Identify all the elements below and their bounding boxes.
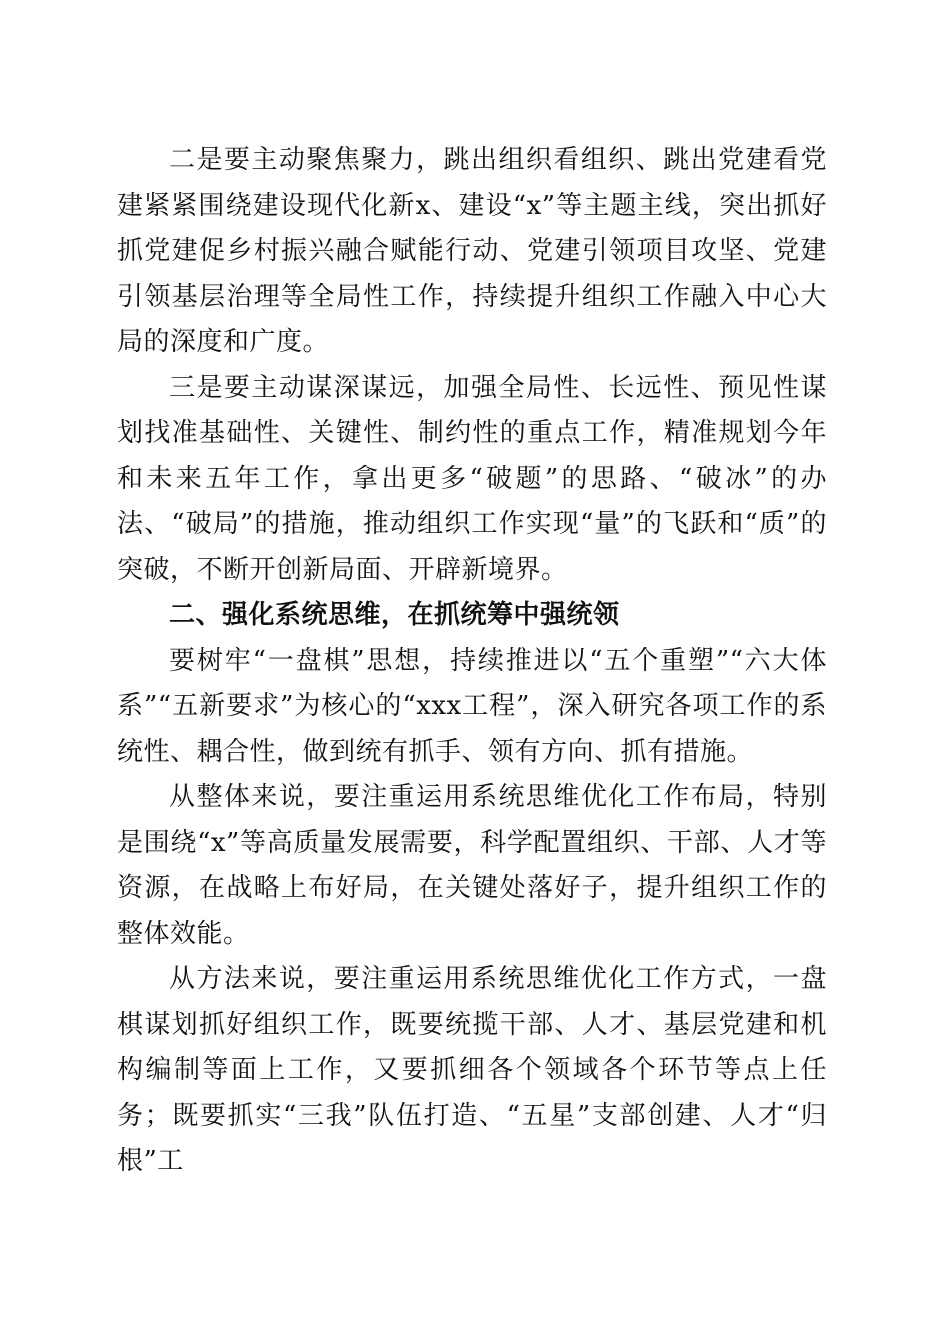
document-body bbox=[117, 138, 827, 1185]
paragraph-chessboard: 要树牢“一盘棋”思想，持续推进以“五个重塑”“六大体系”“五新要求”为核心的“xxx工程”，深入研究各项工作的系统性、耦合性，做到统有抓手、领有方向、抓有措施。 bbox=[117, 645, 827, 767]
paragraph-plan: 三是要主动谋深谋远，加强全局性、长远性、预见性谋划找准基础性、关键性、制约性的重点工作，精准规划今年和未来五年工作，拿出更多“破题”的思路、“破冰”的办法、“破局”的措施，推动组织工作实现“量”的飞跃和“质”的突破，不断开创新局面、开辟新境界。 bbox=[117, 372, 827, 585]
paragraph-overall: 从整体来说，要注重运用系统思维优化工作布局，特别是围绕“x”等高质量发展需要，科学配置组织、干部、人才等资源，在战略上布好局，在关键处落好子，提升组织工作的整体效能。 bbox=[117, 782, 827, 949]
section-heading: 二、强化系统思维，在抓统筹中强统领 bbox=[169, 600, 620, 630]
paragraph-focus: 二是要主动聚焦聚力，跳出组织看组织、跳出党建看党建紧紧围绕建设现代化新x、建设“x”等主题主线，突出抓好抓党建促乡村振兴融合赋能行动、党建引领项目攻坚、党建引领基层治理等全局性工作，持续提升组织工作融入中心大局的深度和广度。 bbox=[117, 145, 827, 357]
paragraph-method: 从方法来说，要注重运用系统思维优化工作方式，一盘棋谋划抓好组织工作，既要统揽干部、人才、基层党建和机构编制等面上工作，又要抓细各个领域各个环节等点上任务；既要抓实“三我”队伍打造、“五星”支部创建、人才“归根”工 bbox=[117, 964, 827, 1176]
